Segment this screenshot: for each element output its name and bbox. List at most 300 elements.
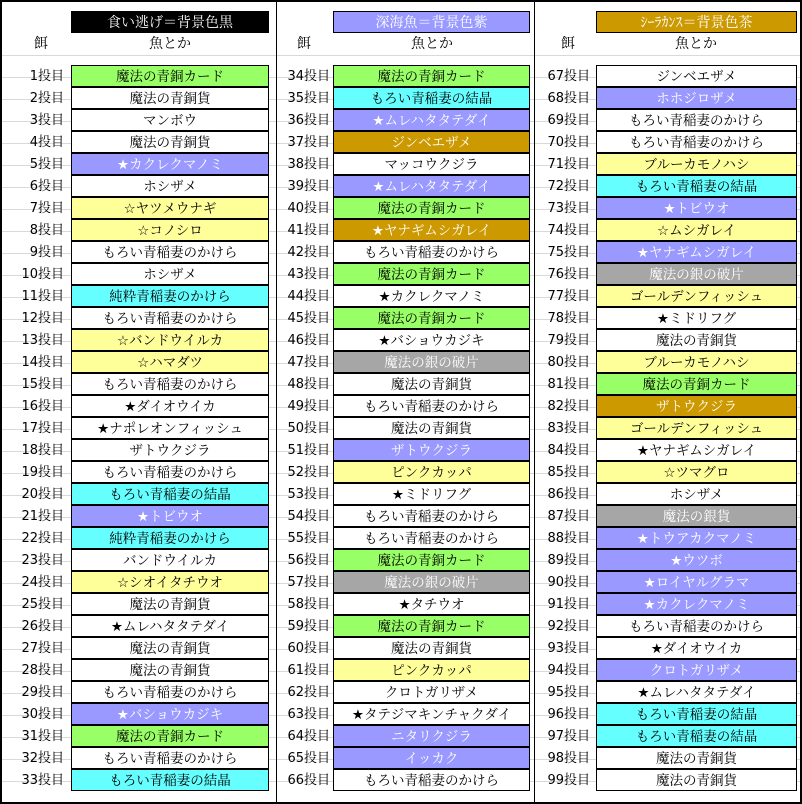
catch-cell[interactable]: ホシザメ [596, 483, 797, 505]
cast-number: 31投目 [21, 729, 64, 744]
catch-row [276, 109, 534, 131]
cast-number: 65投目 [287, 751, 330, 766]
catch-cell[interactable]: もろい青稲妻のかけら [333, 527, 530, 549]
catch-cell[interactable]: マッコウクジラ [333, 153, 530, 175]
cast-number: 73投目 [547, 201, 590, 216]
catch-row [276, 131, 534, 153]
cast-number: 70投目 [547, 135, 590, 150]
catch-row [276, 703, 534, 725]
cast-number: 58投目 [287, 597, 330, 612]
catch-cell[interactable]: もろい青稲妻の結晶 [596, 175, 797, 197]
catch-row [2, 197, 276, 219]
catch-row [2, 109, 276, 131]
cast-number: 8投目 [29, 223, 64, 238]
bait-label: 餌 [561, 36, 575, 52]
cast-number: 95投目 [547, 685, 590, 700]
cast-number: 11投目 [21, 289, 64, 304]
catch-row [534, 769, 800, 791]
catch-row [2, 87, 276, 109]
catch-cell[interactable]: ブルーカモノハシ [596, 153, 797, 175]
catch-cell[interactable]: 魔法の青銅カード [333, 65, 530, 87]
catch-row [2, 549, 276, 571]
catch-cell[interactable]: 魔法の青銅貨 [71, 637, 269, 659]
catch-row [2, 241, 276, 263]
cast-number: 30投目 [21, 707, 64, 722]
catch-row [276, 197, 534, 219]
catch-cell[interactable]: ★ウツボ [596, 549, 797, 571]
catch-cell[interactable]: ★ミドリフグ [333, 483, 530, 505]
catch-cell[interactable]: 魔法の青銅貨 [71, 593, 269, 615]
catch-cell[interactable]: ☆コノシロ [71, 219, 269, 241]
catch-cell[interactable]: ☆ヤツメウナギ [71, 197, 269, 219]
catch-row [2, 615, 276, 637]
cast-number: 21投目 [21, 509, 64, 524]
catch-row [2, 681, 276, 703]
catch-cell[interactable]: ザトウクジラ [71, 439, 269, 461]
catch-row [2, 395, 276, 417]
catch-row [534, 747, 800, 769]
cast-number: 6投目 [29, 179, 64, 194]
catch-cell[interactable]: ★ナポレオンフィッシュ [71, 417, 269, 439]
cast-number: 60投目 [287, 641, 330, 656]
catch-row [2, 659, 276, 681]
catch-cell[interactable]: 魔法の青銅貨 [596, 329, 797, 351]
cast-number: 9投目 [29, 245, 64, 260]
catch-row [534, 505, 800, 527]
header-dine-and-dash[interactable]: 食い逃げ＝背景色黒 [71, 11, 269, 33]
catch-row [276, 285, 534, 307]
cast-number: 88投目 [547, 531, 590, 546]
catch-cell[interactable]: 魔法の青銅カード [71, 725, 269, 747]
catch-cell[interactable]: もろい青稲妻の結晶 [333, 87, 530, 109]
catch-cell[interactable]: 魔法の青銅貨 [71, 131, 269, 153]
catch-row [2, 439, 276, 461]
catch-row [276, 153, 534, 175]
header-coelacanth[interactable]: ｼｰﾗｶﾝｽ＝背景色茶 [596, 11, 797, 33]
catch-row [276, 549, 534, 571]
catch-cell[interactable]: 魔法の青銅貨 [333, 417, 530, 439]
catch-row [534, 461, 800, 483]
cast-number: 42投目 [287, 245, 330, 260]
catch-row [2, 65, 276, 87]
catch-cell[interactable]: 魔法の青銅カード [333, 615, 530, 637]
cast-number: 17投目 [21, 421, 64, 436]
catch-row [276, 351, 534, 373]
catch-cell[interactable]: ☆ムシガレイ [596, 219, 797, 241]
catch-cell[interactable]: ★トビウオ [71, 505, 269, 527]
fish-label: 魚とか [411, 36, 453, 52]
cast-number: 45投目 [287, 311, 330, 326]
cast-number: 26投目 [21, 619, 64, 634]
cast-number: 71投目 [547, 157, 590, 172]
catch-cell[interactable]: ★バショウカジキ [333, 329, 530, 351]
cast-number: 56投目 [287, 553, 330, 568]
catch-row [2, 593, 276, 615]
cast-number: 72投目 [547, 179, 590, 194]
cast-number: 81投目 [547, 377, 590, 392]
catch-row [276, 395, 534, 417]
catch-row [2, 571, 276, 593]
cast-number: 2投目 [29, 91, 64, 106]
cast-number: 90投目 [547, 575, 590, 590]
catch-cell[interactable]: もろい青稲妻のかけら [71, 373, 269, 395]
catch-cell[interactable]: もろい青稲妻のかけら [71, 307, 269, 329]
catch-cell[interactable]: ★ムレハタタテダイ [333, 109, 530, 131]
catch-row [534, 87, 800, 109]
fish-label: 魚とか [149, 36, 191, 52]
catch-cell[interactable]: ゴールデンフィッシュ [596, 417, 797, 439]
cast-number: 86投目 [547, 487, 590, 502]
cast-number: 83投目 [547, 421, 590, 436]
catch-column-1 [2, 65, 276, 791]
cast-number: 96投目 [547, 707, 590, 722]
cast-number: 53投目 [287, 487, 330, 502]
grid-line [2, 55, 800, 56]
catch-cell[interactable]: 魔法の銀の破片 [596, 263, 797, 285]
catch-cell[interactable]: もろい青稲妻のかけら [596, 615, 797, 637]
cast-number: 80投目 [547, 355, 590, 370]
catch-row [2, 527, 276, 549]
catch-cell[interactable]: 魔法の青銅貨 [596, 747, 797, 769]
cast-number: 79投目 [547, 333, 590, 348]
cast-number: 39投目 [287, 179, 330, 194]
catch-row [2, 747, 276, 769]
catch-row [276, 439, 534, 461]
catch-row [534, 329, 800, 351]
cast-number: 78投目 [547, 311, 590, 326]
catch-cell[interactable]: 魔法の青銅貨 [71, 659, 269, 681]
cast-number: 34投目 [287, 69, 330, 84]
catch-row [276, 505, 534, 527]
cast-number: 89投目 [547, 553, 590, 568]
catch-cell[interactable]: ★ムレハタタテダイ [71, 615, 269, 637]
cast-number: 1投目 [29, 69, 64, 84]
cast-number: 22投目 [21, 531, 64, 546]
catch-cell[interactable]: ホシザメ [71, 263, 269, 285]
catch-cell[interactable]: ☆ツマグロ [596, 461, 797, 483]
cast-number: 92投目 [547, 619, 590, 634]
catch-row [2, 703, 276, 725]
cast-number: 35投目 [287, 91, 330, 106]
catch-column-3 [534, 65, 800, 791]
cast-number: 82投目 [547, 399, 590, 414]
cast-number: 63投目 [287, 707, 330, 722]
catch-cell[interactable]: ニタリクジラ [333, 725, 530, 747]
catch-row [276, 461, 534, 483]
cast-number: 19投目 [21, 465, 64, 480]
catch-cell[interactable]: もろい青稲妻のかけら [333, 241, 530, 263]
catch-row [276, 615, 534, 637]
cast-number: 91投目 [547, 597, 590, 612]
cast-number: 5投目 [29, 157, 64, 172]
cast-number: 99投目 [547, 773, 590, 788]
catch-row [534, 351, 800, 373]
catch-row [276, 725, 534, 747]
cast-number: 25投目 [21, 597, 64, 612]
catch-row [534, 593, 800, 615]
catch-cell[interactable]: ★ヤナギムシガレイ [596, 439, 797, 461]
catch-row [2, 769, 276, 791]
catch-cell[interactable]: ★ヤナギムシガレイ [596, 241, 797, 263]
catch-cell[interactable]: 純粋青稲妻のかけら [71, 285, 269, 307]
catch-row [2, 329, 276, 351]
cast-number: 46投目 [287, 333, 330, 348]
catch-row [534, 417, 800, 439]
catch-cell[interactable]: ザトウクジラ [596, 395, 797, 417]
cast-number: 15投目 [21, 377, 64, 392]
catch-cell[interactable]: もろい青稲妻のかけら [71, 241, 269, 263]
catch-row [276, 483, 534, 505]
cast-number: 57投目 [287, 575, 330, 590]
catch-cell[interactable]: バンドウイルカ [71, 549, 269, 571]
cast-number: 48投目 [287, 377, 330, 392]
catch-row [534, 483, 800, 505]
cast-number: 43投目 [287, 267, 330, 282]
catch-cell[interactable]: ジンベエザメ [333, 131, 530, 153]
catch-cell[interactable]: 魔法の青銅カード [333, 307, 530, 329]
catch-cell[interactable]: 魔法の青銅貨 [71, 87, 269, 109]
catch-cell[interactable]: もろい青稲妻のかけら [596, 131, 797, 153]
catch-row [534, 285, 800, 307]
catch-row [534, 219, 800, 241]
cast-number: 10投目 [21, 267, 64, 282]
catch-row [534, 681, 800, 703]
cast-number: 37投目 [287, 135, 330, 150]
cast-number: 4投目 [29, 135, 64, 150]
catch-cell[interactable]: ★ムレハタタテダイ [596, 681, 797, 703]
catch-row [276, 175, 534, 197]
cast-number: 77投目 [547, 289, 590, 304]
catch-row [2, 505, 276, 527]
catch-row [534, 373, 800, 395]
catch-row [534, 549, 800, 571]
catch-row [534, 395, 800, 417]
catch-row [276, 307, 534, 329]
cast-number: 13投目 [21, 333, 64, 348]
catch-row [276, 527, 534, 549]
catch-row [534, 725, 800, 747]
catch-cell[interactable]: もろい青稲妻のかけら [71, 461, 269, 483]
catch-row [2, 725, 276, 747]
cast-number: 52投目 [287, 465, 330, 480]
cast-number: 59投目 [287, 619, 330, 634]
cast-number: 36投目 [287, 113, 330, 128]
catch-row [276, 593, 534, 615]
bait-label: 餌 [34, 36, 48, 52]
catch-cell[interactable]: ★ロイヤルグラマ [596, 571, 797, 593]
catch-row [2, 219, 276, 241]
catch-cell[interactable]: もろい青稲妻の結晶 [596, 703, 797, 725]
catch-cell[interactable]: ブルーカモノハシ [596, 351, 797, 373]
cast-number: 94投目 [547, 663, 590, 678]
catch-column-2 [276, 65, 534, 791]
catch-row [276, 417, 534, 439]
catch-row [2, 461, 276, 483]
catch-cell[interactable]: ホシザメ [71, 175, 269, 197]
cast-number: 75投目 [547, 245, 590, 260]
catch-cell[interactable]: 純粋青稲妻のかけら [71, 527, 269, 549]
header-deep-sea-fish[interactable]: 深海魚＝背景色紫 [333, 11, 530, 33]
catch-cell[interactable]: ★ダイオウイカ [596, 637, 797, 659]
cast-number: 41投目 [287, 223, 330, 238]
catch-row [276, 87, 534, 109]
catch-row [534, 615, 800, 637]
cast-number: 51投目 [287, 443, 330, 458]
catch-cell[interactable]: 魔法の青銅カード [333, 197, 530, 219]
catch-cell[interactable]: 魔法の青銅カード [333, 549, 530, 571]
catch-cell[interactable]: ★カクレクマノミ [71, 153, 269, 175]
catch-row [2, 285, 276, 307]
cast-number: 14投目 [21, 355, 64, 370]
bait-label: 餌 [297, 36, 311, 52]
catch-row [2, 131, 276, 153]
catch-row [534, 153, 800, 175]
catch-cell[interactable]: ★カクレクマノミ [596, 593, 797, 615]
cast-number: 3投目 [29, 113, 64, 128]
cast-number: 76投目 [547, 267, 590, 282]
catch-cell[interactable]: もろい青稲妻のかけら [333, 395, 530, 417]
catch-cell[interactable]: もろい青稲妻の結晶 [596, 725, 797, 747]
catch-cell[interactable]: もろい青稲妻のかけら [71, 681, 269, 703]
catch-cell[interactable]: 魔法の青銅カード [333, 263, 530, 285]
catch-cell[interactable]: ★バショウカジキ [71, 703, 269, 725]
cast-number: 64投目 [287, 729, 330, 744]
catch-cell[interactable]: ★カクレクマノミ [333, 285, 530, 307]
cast-number: 87投目 [547, 509, 590, 524]
catch-row [534, 65, 800, 87]
catch-row [276, 65, 534, 87]
catch-row [534, 241, 800, 263]
cast-number: 20投目 [21, 487, 64, 502]
catch-cell[interactable]: ピンクカッパ [333, 659, 530, 681]
catch-cell[interactable]: 魔法の青銅貨 [333, 637, 530, 659]
catch-cell[interactable]: ピンクカッパ [333, 461, 530, 483]
cast-number: 16投目 [21, 399, 64, 414]
catch-cell[interactable]: もろい青稲妻のかけら [333, 505, 530, 527]
catch-cell[interactable]: ☆バンドウイルカ [71, 329, 269, 351]
catch-cell[interactable]: もろい青稲妻のかけら [333, 769, 530, 791]
cast-number: 44投目 [287, 289, 330, 304]
catch-row [534, 263, 800, 285]
catch-cell[interactable]: ★ミドリフグ [596, 307, 797, 329]
catch-cell[interactable]: ☆シオイタチウオ [71, 571, 269, 593]
catch-row [2, 153, 276, 175]
catch-cell[interactable]: 魔法の青銅貨 [596, 769, 797, 791]
catch-cell[interactable]: ★トウアカクマノミ [596, 527, 797, 549]
catch-row [534, 527, 800, 549]
catch-row [276, 747, 534, 769]
catch-row [276, 373, 534, 395]
cast-number: 97投目 [547, 729, 590, 744]
catch-cell[interactable]: もろい青稲妻の結晶 [71, 483, 269, 505]
cast-number: 38投目 [287, 157, 330, 172]
catch-row [534, 703, 800, 725]
cast-number: 61投目 [287, 663, 330, 678]
cast-number: 23投目 [21, 553, 64, 568]
catch-cell[interactable]: ジンベエザメ [596, 65, 797, 87]
catch-cell[interactable]: イッカク [333, 747, 530, 769]
catch-row [534, 439, 800, 461]
catch-row [276, 329, 534, 351]
catch-cell[interactable]: ☆ハマダツ [71, 351, 269, 373]
cast-number: 12投目 [21, 311, 64, 326]
cast-number: 55投目 [287, 531, 330, 546]
cast-number: 85投目 [547, 465, 590, 480]
catch-cell[interactable]: 魔法の青銅カード [596, 373, 797, 395]
cast-number: 7投目 [29, 201, 64, 216]
catch-row [2, 637, 276, 659]
catch-cell[interactable]: クロトガリザメ [596, 659, 797, 681]
cast-number: 93投目 [547, 641, 590, 656]
catch-cell[interactable]: ★ヤナギムシガレイ [333, 219, 530, 241]
catch-cell[interactable]: ★ムレハタタテダイ [333, 175, 530, 197]
catch-row [276, 637, 534, 659]
catch-row [276, 241, 534, 263]
catch-row [2, 417, 276, 439]
catch-cell[interactable]: 魔法の銀貨 [596, 505, 797, 527]
catch-cell[interactable]: もろい青稲妻のかけら [71, 747, 269, 769]
catch-cell[interactable]: ザトウクジラ [333, 439, 530, 461]
catch-cell[interactable]: ★ダイオウイカ [71, 395, 269, 417]
cast-number: 84投目 [547, 443, 590, 458]
catch-row [2, 483, 276, 505]
catch-cell[interactable]: 魔法の青銅貨 [333, 373, 530, 395]
catch-row [534, 131, 800, 153]
cast-number: 33投目 [21, 773, 64, 788]
catch-cell[interactable]: クロトガリザメ [333, 681, 530, 703]
cast-number: 27投目 [21, 641, 64, 656]
catch-row [2, 175, 276, 197]
cast-number: 24投目 [21, 575, 64, 590]
catch-cell[interactable]: もろい青稲妻のかけら [596, 109, 797, 131]
catch-row [534, 175, 800, 197]
catch-row [534, 109, 800, 131]
cast-number: 29投目 [21, 685, 64, 700]
cast-number: 40投目 [287, 201, 330, 216]
catch-row [276, 219, 534, 241]
catch-row [2, 351, 276, 373]
catch-cell[interactable]: ★タテジマキンチャクダイ [333, 703, 530, 725]
catch-cell[interactable]: ゴールデンフィッシュ [596, 285, 797, 307]
catch-cell[interactable]: 魔法の銀の破片 [333, 351, 530, 373]
catch-cell[interactable]: ★トビウオ [596, 197, 797, 219]
cast-number: 54投目 [287, 509, 330, 524]
catch-cell[interactable]: ホホジロザメ [596, 87, 797, 109]
cast-number: 18投目 [21, 443, 64, 458]
catch-row [534, 307, 800, 329]
catch-row [276, 571, 534, 593]
catch-row [2, 263, 276, 285]
catch-row [534, 197, 800, 219]
catch-row [534, 659, 800, 681]
catch-cell[interactable]: マンボウ [71, 109, 269, 131]
cast-number: 67投目 [547, 69, 590, 84]
catch-row [534, 637, 800, 659]
catch-row [276, 681, 534, 703]
catch-cell[interactable]: 魔法の青銅カード [71, 65, 269, 87]
catch-row [534, 571, 800, 593]
catch-cell[interactable]: もろい青稲妻の結晶 [71, 769, 269, 791]
cast-number: 62投目 [287, 685, 330, 700]
cast-number: 69投目 [547, 113, 590, 128]
catch-row [276, 769, 534, 791]
catch-row [2, 307, 276, 329]
cast-number: 68投目 [547, 91, 590, 106]
catch-row [276, 263, 534, 285]
catch-cell[interactable]: ★タチウオ [333, 593, 530, 615]
catch-cell[interactable]: 魔法の銀の破片 [333, 571, 530, 593]
cast-number: 74投目 [547, 223, 590, 238]
